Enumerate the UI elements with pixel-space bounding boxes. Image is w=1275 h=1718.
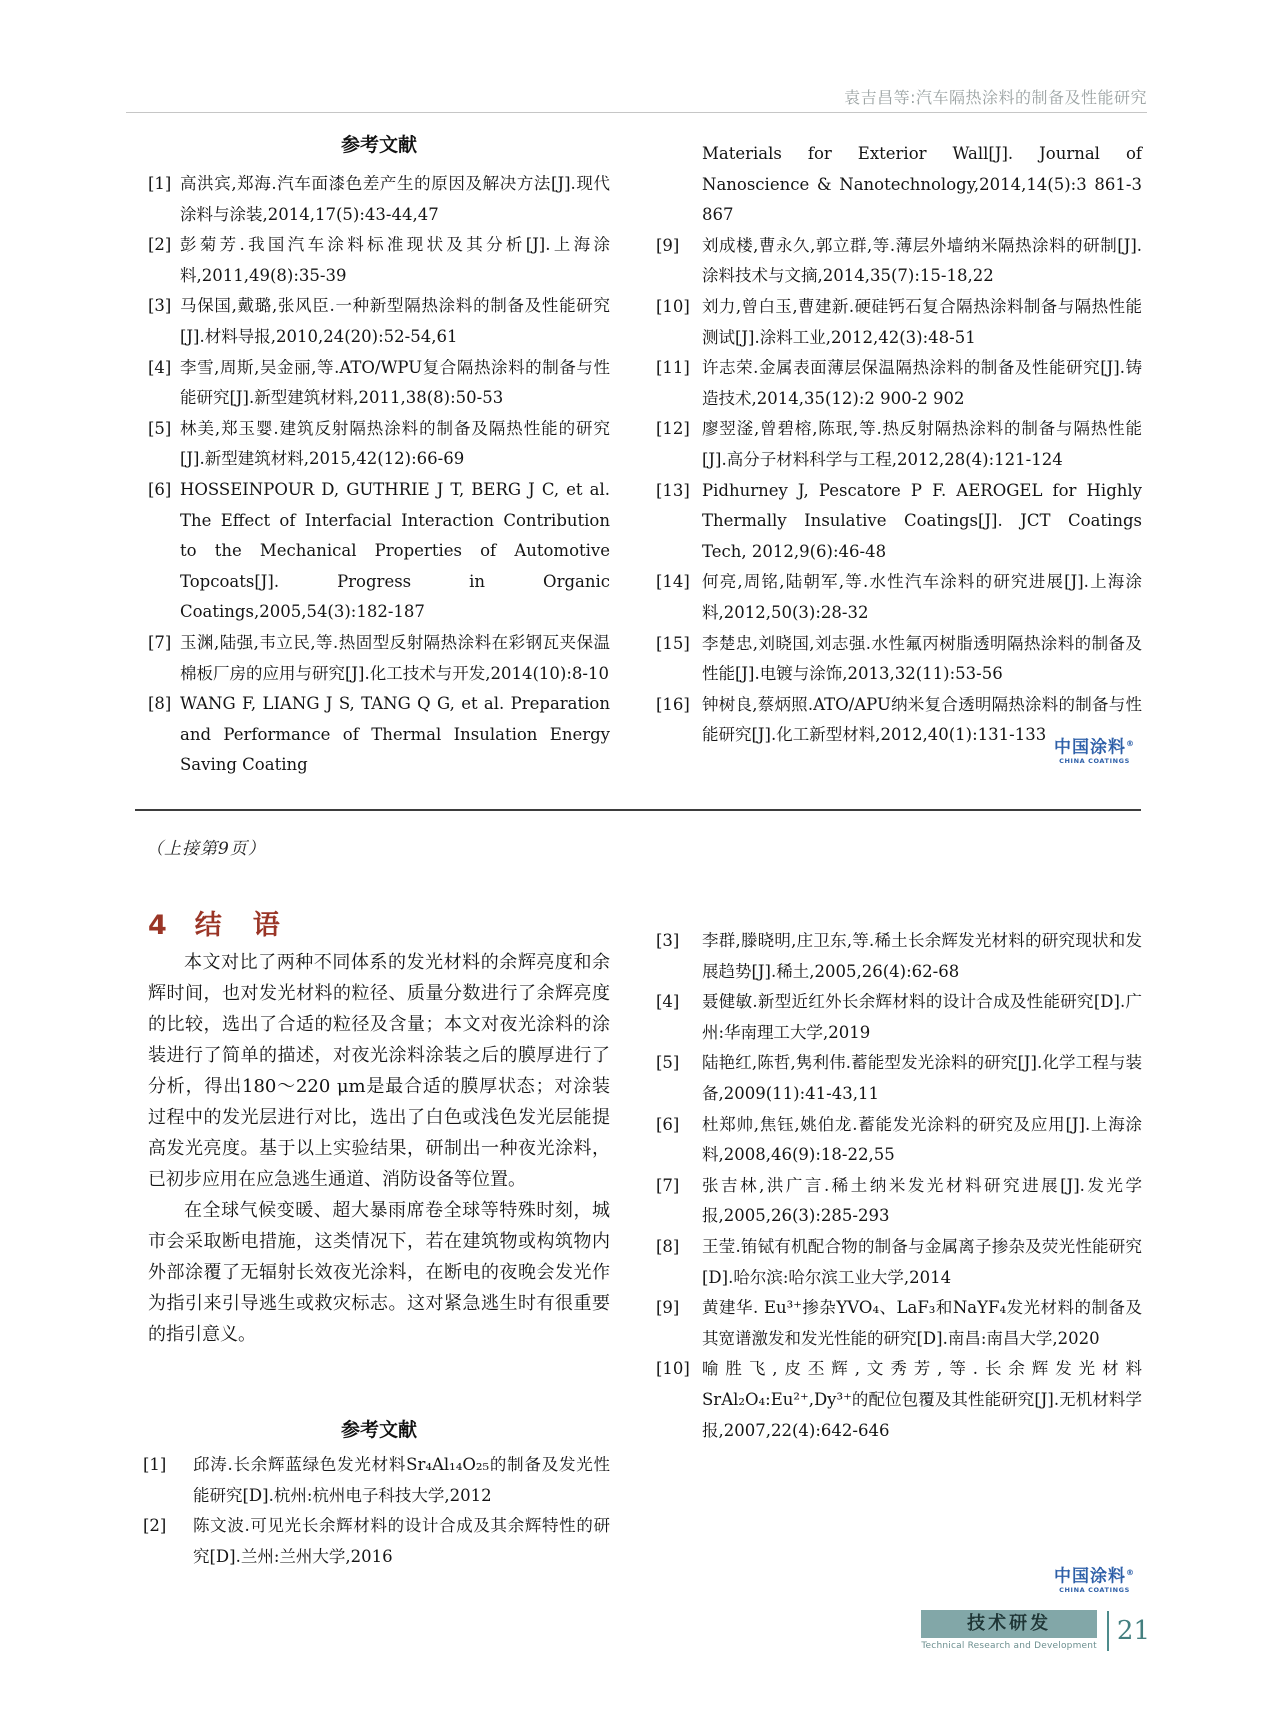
- reference-item: [148, 291, 610, 352]
- reference-number: [12]: [656, 419, 690, 439]
- reference-text: Pidhurney J, Pescatore P F. AEROGEL for Highly Thermally Insulative Coatings[J]. JCT Coatings Tech, 2012,9(6):46-48: [702, 480, 1142, 561]
- reference-item: [148, 230, 610, 291]
- reference-item: [656, 1354, 1142, 1446]
- reference-number: [9]: [656, 1298, 680, 1318]
- reference-number: [7]: [656, 1175, 680, 1195]
- logo-cn-label: 中国涂料: [1054, 737, 1126, 758]
- reference-number: [2]: [143, 1516, 167, 1536]
- conclusion-section-heading: [148, 903, 282, 942]
- reference-text: HOSSEINPOUR D, GUTHRIE J T, BERG J C, et al. The Effect of Interfacial Interaction Contribution to the Mechanical Properties of Automotive Topcoats[J]. Progress in Organic Coatings,2005,54(3):182-187: [180, 479, 610, 622]
- logo-english-text: CHINA COATINGS: [1059, 756, 1130, 765]
- references-heading: 参考文献: [340, 134, 417, 156]
- reference-item: [143, 1511, 610, 1572]
- reference-text: 刘成楼,曹永久,郭立群,等.薄层外墙纳米隔热涂料的研制[J].涂料技术与文摘,2014,35(7):15-18,22: [702, 235, 1142, 286]
- reference-number: [9]: [656, 235, 680, 255]
- reference-number: [11]: [656, 358, 690, 378]
- reference-text: 李雪,周斯,吴金丽,等.ATO/WPU复合隔热涂料的制备与性能研究[J].新型建筑材料,2011,38(8):50-53: [180, 357, 610, 408]
- reference-item: [656, 231, 1142, 292]
- logo-chinese-text: [1054, 735, 1135, 757]
- reference-number: [4]: [656, 992, 680, 1012]
- reference-text: 刘力,曾白玉,曹建新.硬硅钙石复合隔热涂料制备与隔热性能测试[J].涂料工业,2012,42(3):48-51: [702, 296, 1142, 347]
- footer-column-block: [921, 1610, 1097, 1651]
- reference-item: [143, 1450, 610, 1511]
- reference-item: [148, 475, 610, 628]
- reference-text: 何亮,周铭,陆朝军,等.水性汽车涂料的研究进展[J].上海涂料,2012,50(3):28-32: [702, 572, 1142, 622]
- reference-number: [1]: [148, 174, 172, 193]
- reference-text: 马保国,戴璐,张风臣.一种新型隔热涂料的制备及性能研究[J].材料导报,2010,24(20):52-54,61: [180, 296, 610, 346]
- reference-number: [2]: [148, 235, 172, 255]
- reference-number: [6]: [148, 479, 172, 499]
- bottom-references-right-column: [656, 926, 1142, 1446]
- page-footer: [921, 1610, 1150, 1651]
- logo-cn-label: 中国涂料: [1054, 1566, 1126, 1587]
- reference-text: 李楚忠,刘晓国,刘志强.水性氟丙树脂透明隔热涂料的制备及性能[J].电镀与涂饰,2013,32(11):53-56: [702, 633, 1142, 684]
- reference-text: 许志荣.金属表面薄层保温隔热涂料的制备及性能研究[J].铸造技术,2014,35(12):2 900-2 902: [702, 358, 1142, 408]
- reference-text: 钟树良,蔡炳照.ATO/APU纳米复合透明隔热涂料的制备与性能研究[J].化工新型材料,2012,40(1):131-133: [702, 694, 1142, 745]
- reference-item: [656, 567, 1142, 628]
- reference-item: [656, 1232, 1142, 1293]
- reference-item: [148, 628, 610, 689]
- reference-text: 黄建华. Eu³⁺掺杂YVO₄、LaF₃和NaYF₄发光材料的制备及其宽谱激发和发光性能的研究[D].南昌:南昌大学,2020: [702, 1298, 1142, 1348]
- footer-column-name: 技术研发: [921, 1610, 1097, 1638]
- conclusion-paragraph: 本文对比了两种不同体系的发光材料的余辉亮度和余辉时间，也对发光材料的粒径、质量分数进行了余辉亮度的比较，选出了合适的粒径及含量；本文对夜光涂料的涂装进行了简单的描述，对夜光涂料涂装之后的膜厚进行了分析，得出180～220 μm是最合适的膜厚状态；对涂装过程中的发光层进行对比，选出了白色或浅色发光层能提高发光亮度。基于以上实验结果，研制出一种夜光涂料，已初步应用在应急逃生通道、消防设备等位置。: [148, 952, 610, 1190]
- top-references-left-column: [148, 133, 610, 781]
- conclusion-paragraph: 在全球气候变暖、超大暴雨席卷全球等特殊时刻，城市会采取断电措施，这类情况下，若在建筑物或构筑物内外部涂覆了无辐射长效夜光涂料，在断电的夜晚会发光作为指引来引导逃生或救灾标志。这对紧急逃生时有很重要的指引意义。: [148, 1200, 610, 1345]
- reference-number: [7]: [148, 632, 172, 652]
- reference-text: 杜郑帅,焦钰,姚伯龙.蓄能发光涂料的研究及应用[J].上海涂料,2008,46(9):18-22,55: [702, 1114, 1142, 1165]
- reference-number: [8]: [656, 1236, 680, 1256]
- reference-number: [16]: [656, 694, 690, 714]
- running-title: 袁吉昌等:汽车隔热涂料的制备及性能研究: [844, 88, 1147, 107]
- top-references-right-column: [656, 139, 1142, 751]
- reference-text: WANG F, LIANG J S, TANG Q G, et al. Preparation and Performance of Thermal Insulation Energy Saving Coating: [180, 694, 610, 775]
- reference-text: 聂健敏.新型近红外长余辉材料的设计合成及性能研究[D].广州:华南理工大学,2019: [702, 992, 1142, 1042]
- article-divider-rule: [135, 809, 1141, 811]
- reference-item: [148, 169, 610, 230]
- reference-number: [8]: [148, 694, 172, 714]
- reference-item: [656, 1171, 1142, 1232]
- reference-item: [656, 926, 1142, 987]
- footer-divider-rule: [1107, 1611, 1109, 1651]
- reference-item: [656, 1110, 1142, 1171]
- reference-item: [656, 1293, 1142, 1354]
- reference-text: 彭菊芳.我国汽车涂料标准现状及其分析[J].上海涂料,2011,49(8):35-39: [180, 235, 610, 285]
- reference-number: [3]: [148, 296, 172, 316]
- reference-number: [15]: [656, 633, 690, 653]
- logo-chinese-text: [1054, 1564, 1135, 1586]
- reference-number: [5]: [656, 1053, 680, 1073]
- reference-text: 陈文波.可见光长余辉材料的设计合成及其余辉特性的研究[D].兰州:兰州大学,2016: [193, 1516, 610, 1566]
- page-number: 21: [1116, 1615, 1150, 1646]
- section-title: 结 语: [194, 910, 282, 941]
- reference-text: 高洪宾,郑海.汽车面漆色差产生的原因及解决方法[J].现代涂料与涂装,2014,17(5):43-44,47: [180, 174, 610, 224]
- reference-number: [10]: [656, 296, 690, 316]
- reference-number: [3]: [656, 931, 680, 950]
- reference-text: 陆艳红,陈哲,隽利伟.蓄能型发光涂料的研究[J].化学工程与装备,2009(11):41-43,11: [702, 1053, 1142, 1103]
- china-coatings-logo: [1054, 735, 1135, 765]
- reference-carryover-text: Materials for Exterior Wall[J]. Journal of Nanoscience & Nanotechnology,2014,14(5):3 861-3 867: [702, 144, 1142, 225]
- reference-item: [656, 629, 1142, 690]
- reference-text: 王莹.铕铽有机配合物的制备与金属离子掺杂及荧光性能研究[D].哈尔滨:哈尔滨工业大学,2014: [702, 1236, 1142, 1287]
- reference-text: 喻胜飞,皮丕辉,文秀芳,等.长余辉发光材料SrAl₂O₄:Eu²⁺,Dy³⁺的配位包覆及其性能研究[J].无机材料学报,2007,22(4):642-646: [702, 1359, 1142, 1440]
- china-coatings-logo: [1054, 1564, 1135, 1594]
- reference-text: 玉渊,陆强,韦立民,等.热固型反射隔热涂料在彩钢瓦夹保温棉板厂房的应用与研究[J].化工技术与开发,2014(10):8-10: [180, 632, 610, 683]
- registered-mark-icon: ®: [1126, 739, 1135, 748]
- reference-item: [656, 987, 1142, 1048]
- continued-from-note: （上接第9页）: [146, 839, 266, 859]
- reference-text: 张吉林,洪广言.稀土纳米发光材料研究进展[J].发光学报,2005,26(3):285-293: [702, 1175, 1142, 1226]
- reference-number: [1]: [143, 1455, 167, 1474]
- reference-item: [148, 353, 610, 414]
- header-rule: [126, 112, 1147, 113]
- registered-mark-icon: ®: [1126, 1568, 1135, 1577]
- reference-number: [13]: [656, 480, 690, 500]
- reference-item: [148, 689, 610, 781]
- reference-item: [656, 476, 1142, 568]
- reference-number: [5]: [148, 418, 172, 438]
- reference-text: 廖翌滏,曾碧榕,陈珉,等.热反射隔热涂料的制备与隔热性能[J].高分子材料科学与工程,2012,28(4):121-124: [702, 419, 1142, 469]
- reference-text: 林美,郑玉婴.建筑反射隔热涂料的制备及隔热性能的研究[J].新型建筑材料,2015,42(12):66-69: [180, 418, 610, 469]
- references-heading: 参考文献: [340, 1419, 417, 1441]
- reference-item: [656, 353, 1142, 414]
- reference-item: [148, 414, 610, 475]
- reference-number: [10]: [656, 1359, 690, 1379]
- logo-english-text: CHINA COATINGS: [1059, 1585, 1130, 1594]
- reference-item: [656, 1048, 1142, 1109]
- reference-number: [14]: [656, 572, 690, 592]
- reference-text: 李群,滕晓明,庄卫东,等.稀土长余辉发光材料的研究现状和发展趋势[J].稀土,2005,26(4):62-68: [702, 931, 1142, 981]
- reference-item: [656, 414, 1142, 475]
- section-number: 4: [148, 910, 169, 941]
- reference-number: [6]: [656, 1114, 680, 1134]
- reference-text: 邱涛.长余辉蓝绿色发光材料Sr₄Al₁₄O₂₅的制备及发光性能研究[D].杭州:杭州电子科技大学,2012: [193, 1455, 610, 1505]
- bottom-references-left-column: [143, 1450, 610, 1572]
- reference-number: [4]: [148, 357, 172, 377]
- reference-item: [656, 292, 1142, 353]
- conclusion-body: [148, 947, 610, 1350]
- footer-column-name-english: Technical Research and Development: [921, 1641, 1097, 1651]
